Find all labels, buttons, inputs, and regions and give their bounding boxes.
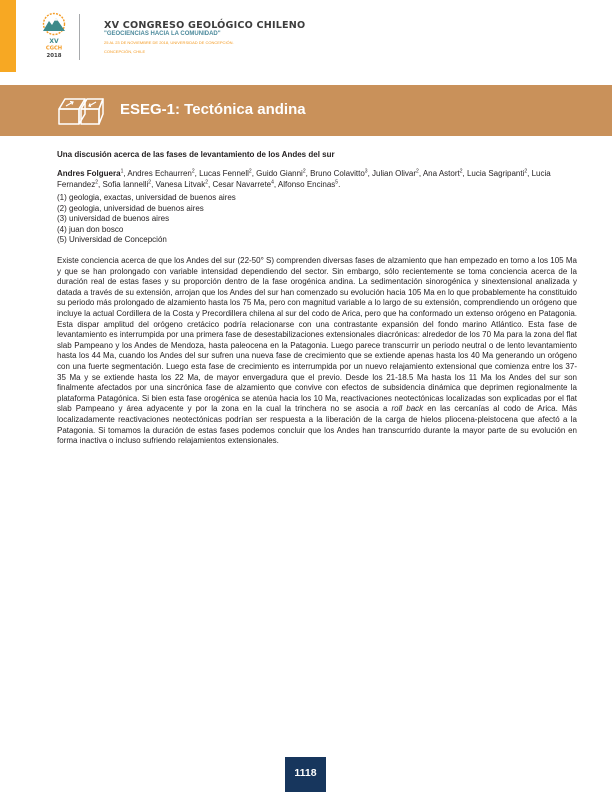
author-affiliation-mark: 2 (191, 168, 195, 175)
abstract-title: Una discusión acerca de las fases de levantamiento de los Andes del sur (57, 150, 335, 159)
author-name: Julian Olivar (372, 169, 417, 178)
session-title: ESEG-1: Tectónica andina (120, 101, 306, 118)
header-divider (79, 14, 80, 60)
author-affiliation-mark: 2 (95, 178, 99, 185)
logo-word: CGCH (45, 45, 63, 52)
page-number: 1118 (294, 767, 317, 779)
congress-logo-icon (36, 12, 72, 62)
author-separator: , (367, 169, 373, 178)
author-separator: , (98, 179, 103, 189)
author-separator: , (418, 169, 423, 178)
author-affiliation-mark: 3 (364, 168, 368, 175)
author-separator: , (251, 169, 257, 178)
author-affiliation-mark: 2 (148, 178, 152, 185)
author-name: Cesar Navarrete (212, 179, 272, 189)
author-name: Ana Astort (422, 169, 460, 178)
author-separator: . (338, 179, 341, 189)
affiliation-item: (4) juan don bosco (57, 224, 124, 234)
abstract-body (57, 256, 577, 447)
author-separator: , (273, 179, 278, 189)
author-name: Andres Echaurren (127, 169, 192, 178)
logo-year: 2018 (46, 53, 62, 59)
affiliation-item: (3) universidad de buenos aires (57, 214, 170, 224)
logo-roman-numeral: XV (49, 38, 59, 45)
abstract-text-part2: en las cercanías al codo de Arica. Más localizadamente reactivaciones neotectónicas podrían ser respuesta a la liberación de la carga de hielos pliocena-pleistocena que afectó a la Patagonia. Si tomamos la duración de estas fases podemos concluir que los Andes han transcurrido durante la mayor parte de su evolución en forma inactiva o incluso sufriendo relajamientos extensionales. (57, 404, 577, 446)
affiliation-item: (5) Universidad de Concepción (57, 235, 167, 245)
affiliation-list (57, 193, 557, 246)
author-name: Lucia Fernandez (57, 169, 551, 189)
author-name: Lucas Fennell (199, 169, 249, 178)
congress-dates: 25 AL 23 DE NOVIEMBRE DE 2018, UNIVERSIDAD DE CONCEPCIÓN. (104, 40, 234, 45)
congress-city: CONCEPCIÓN, CHILE (104, 49, 146, 54)
author-affiliation-mark: 2 (524, 168, 528, 175)
tectonic-blocks-icon (57, 95, 105, 127)
author-name: Alfonso Encinas (277, 179, 336, 189)
author-separator: , (462, 169, 467, 178)
author-affiliation-mark: 2 (416, 168, 419, 175)
author-name: Guido Gianni (256, 169, 303, 178)
author-name: Vanesa Litvak (155, 179, 206, 189)
author-affiliation-mark: 5 (335, 178, 339, 185)
author-affiliation-mark: 2 (205, 178, 208, 185)
author-affiliation-mark: 2 (302, 168, 306, 175)
author-separator: , (305, 169, 311, 178)
abstract-text-italic: roll back (391, 404, 424, 414)
author-separator: , (123, 169, 128, 178)
author-name: Bruno Colavitto (310, 169, 365, 178)
author-name: Sofia Iannelli (102, 179, 149, 189)
author-separator: , (207, 179, 213, 189)
abstract-paragraph (57, 256, 577, 447)
author-list (57, 169, 577, 190)
author-affiliation-mark: 1 (120, 168, 124, 175)
author-separator: , (194, 169, 200, 178)
author-name: Andres Folguera (57, 169, 121, 178)
author-affiliation-mark: 4 (271, 178, 274, 185)
author-affiliation-mark: 2 (248, 168, 252, 175)
author-name: Lucia Sagripanti (466, 169, 525, 178)
affiliation-item: (1) geologia, exactas, universidad de buenos aires (57, 193, 236, 202)
abstract-text-part1: Existe conciencia acerca de que los Andes del sur (22-50° S) comprenden diversas fases de alzamiento que han empezado en torno a los 105 Ma y que se han prolongado con variable intensidad dependiendo del sector. Sin embargo, sólo recientemente se toma conciencia acerca de la duración real de estas fases y su proporción dentro de la fase orogénica andina. La sedimentación sinorogénica y sinextensional analizada y datada a través de su extensión, arrojan que los Andes del sur han comenzado su evolución hacia 105 Ma en lo que probablemente ha constituido su periodo más prolongado de alzamiento hasta los 75 Ma, pero con magnitud variable a lo largo de su extensión, comprendiendo un orógeno que incluye la actual Cordillera de la Costa y Precordillera chilena al sur del codo de Arica, pero que ha conformado un extenso orógeno en Patagonia. Esta dispar amplitud del orógeno cretácico podría relacionarse con una contrastante expansión del fondo marino Atlántico. Esta fase de levantamiento es interrumpida por una primera fase de desestabilizaciones extensionales diacrónicas: alrededor de los 70 Ma para la zona del flat slab Pampeano y los Andes de Mendoza, hasta paleocena en la Patagonia. Luego parece transcurrir un periodo neutral o de lento levantamiento hasta los 44 Ma, cuando los Andes del sur sufren una nueva fase de crecimiento que se extiende apenas hasta los 40 Ma generando un orógeno con una fuerte segmentación. Luego esta fase de crecimiento es interrumpida por un nuevo relajamiento extensional que comienza entre los 37-35 Ma y se extiende hasta los 22 Ma, de mayor envergadura que el previo. Desde los 21-18.5 Ma hasta los 11 Ma los Andes del sur son finalmente afectados por una sincrónica fase de alzamiento que convive con efectos de subsidencia dinámica que deprimen regionalmente la plataforma Patagónica. Si bien esta fase orogénica se atenúa hacia los 10 Ma, reactivaciones neotectónicas localizadas son explicadas por el flat slab Pampeano y área adyacente y por la zona en la cual la trinchera no se asocia a (57, 256, 577, 414)
author-affiliation-mark: 2 (459, 168, 463, 175)
orange-accent-bar (0, 0, 16, 72)
author-separator: , (527, 169, 532, 178)
author-separator: , (151, 179, 156, 189)
congress-subtitle: "GEOCIENCIAS HACIA LA COMUNIDAD" (104, 31, 221, 37)
congress-title: XV CONGRESO GEOLÓGICO CHILENO (104, 20, 306, 31)
affiliation-item: (2) geologia, universidad de buenos aires (57, 203, 204, 213)
